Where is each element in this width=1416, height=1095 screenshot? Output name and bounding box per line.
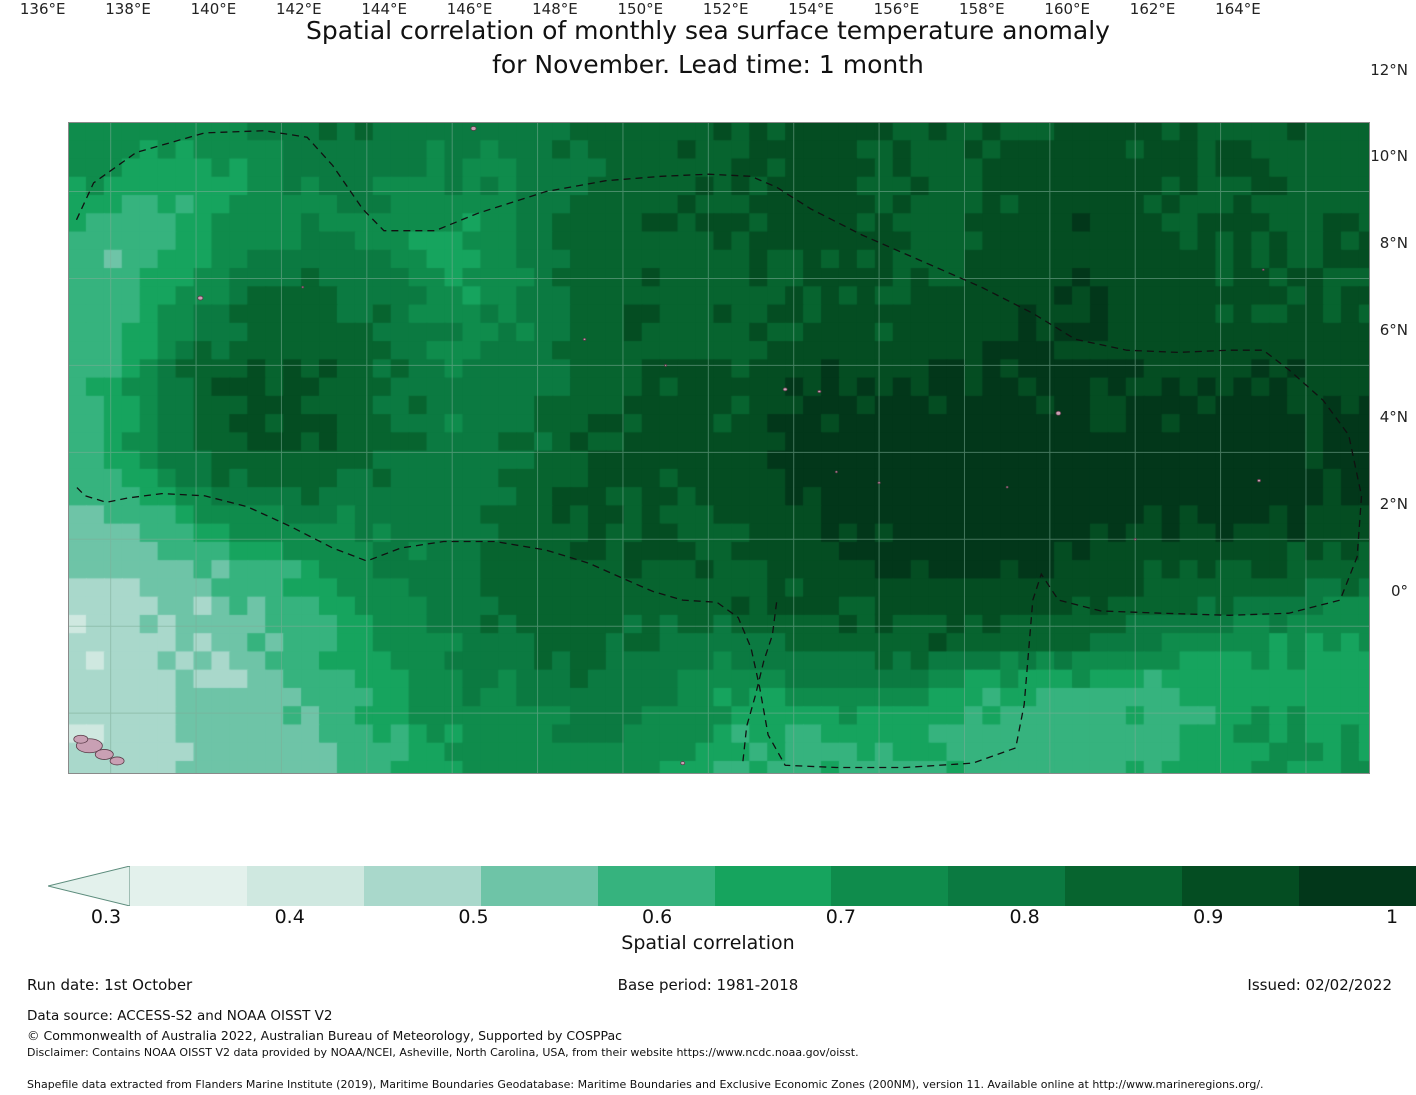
colorbar-tick-label: 0.7 — [825, 906, 856, 928]
latitude-tick-label: 12°N — [1370, 60, 1408, 79]
latitude-tick-label: 8°N — [1379, 234, 1408, 253]
colorbar-segment — [1299, 866, 1416, 906]
colorbar-tick-label: 1 — [1385, 906, 1399, 928]
colorbar-extend-arrow — [48, 866, 130, 906]
footer — [0, 976, 1416, 1091]
title-line-1: Spatial correlation of monthly sea surface temperature anomaly — [306, 16, 1110, 45]
copyright: © Commonwealth of Australia 2022, Australian Bureau of Meteorology, Supported by COSPPac — [27, 1028, 622, 1043]
longitude-tick-label: 136°E — [19, 0, 66, 18]
colorbar-tick-label: 0.4 — [274, 906, 305, 928]
data-source: Data source: ACCESS-S2 and NOAA OISST V2 — [27, 1008, 333, 1024]
longitude-tick-label: 156°E — [873, 0, 920, 18]
longitude-tick-label: 140°E — [190, 0, 237, 18]
longitude-tick-label: 150°E — [617, 0, 664, 18]
longitude-tick-label: 158°E — [959, 0, 1005, 18]
base-period: Base period: 1981-2018 — [617, 976, 799, 994]
longitude-tick-label: 144°E — [361, 0, 407, 18]
correlation-heatmap — [68, 122, 1370, 774]
latitude-tick-label: 2°N — [1379, 495, 1408, 514]
colorbar-segment — [247, 866, 365, 906]
colorbar-segment — [1065, 866, 1183, 906]
colorbar-segment — [598, 866, 716, 906]
colorbar-segment — [948, 866, 1066, 906]
longitude-tick-label: 148°E — [532, 0, 578, 18]
latitude-tick-label: 0° — [1390, 582, 1408, 601]
issued-date: Issued: 02/02/2022 — [1247, 976, 1392, 994]
colorbar-segment — [364, 866, 482, 906]
latitude-tick-label: 10°N — [1370, 147, 1408, 166]
page-title — [0, 14, 1416, 82]
colorbar-gradient — [130, 866, 1416, 906]
colorbar-tick-label: 0.6 — [642, 906, 673, 928]
shapefile-credit: Shapefile data extracted from Flanders Marine Institute (2019), Maritime Boundaries Geodatabase: Maritime Boundaries and Exclusive Economic Zones (200NM), version 11. Available online at http://www.marineregions.org/. — [27, 1078, 1264, 1091]
colorbar — [24, 866, 1392, 906]
colorbar-title: Spatial correlation — [621, 932, 795, 954]
longitude-tick-label: 152°E — [702, 0, 749, 18]
colorbar-tick-labels — [24, 906, 1399, 930]
colorbar-tick-label: 0.8 — [1009, 906, 1040, 928]
colorbar-tick-label: 0.3 — [90, 906, 122, 928]
longitude-tick-label: 146°E — [446, 0, 493, 18]
colorbar-tick-label: 0.9 — [1193, 906, 1224, 928]
longitude-tick-label: 154°E — [788, 0, 834, 18]
colorbar-segment — [130, 866, 248, 906]
colorbar-segment — [1182, 866, 1300, 906]
longitude-tick-label: 142°E — [276, 0, 322, 18]
run-date: Run date: 1st October — [27, 976, 193, 994]
colorbar-segment — [715, 866, 833, 906]
longitude-tick-label: 160°E — [1044, 0, 1091, 18]
latitude-tick-label: 6°N — [1379, 321, 1408, 340]
latitude-tick-label: 4°N — [1379, 408, 1408, 427]
longitude-tick-label: 162°E — [1129, 0, 1176, 18]
title-line-2: for November. Lead time: 1 month — [492, 50, 924, 79]
longitude-tick-label: 164°E — [1215, 0, 1261, 18]
disclaimer: Disclaimer: Contains NOAA OISST V2 data provided by NOAA/NCEI, Asheville, North Carolina, USA, from their website https://www.ncdc.noaa.gov/oisst. — [27, 1046, 859, 1059]
colorbar-tick-label: 0.5 — [458, 906, 489, 928]
longitude-tick-label: 138°E — [105, 0, 151, 18]
colorbar-segment — [481, 866, 599, 906]
colorbar-segment — [831, 866, 949, 906]
map-panel — [68, 122, 1370, 774]
